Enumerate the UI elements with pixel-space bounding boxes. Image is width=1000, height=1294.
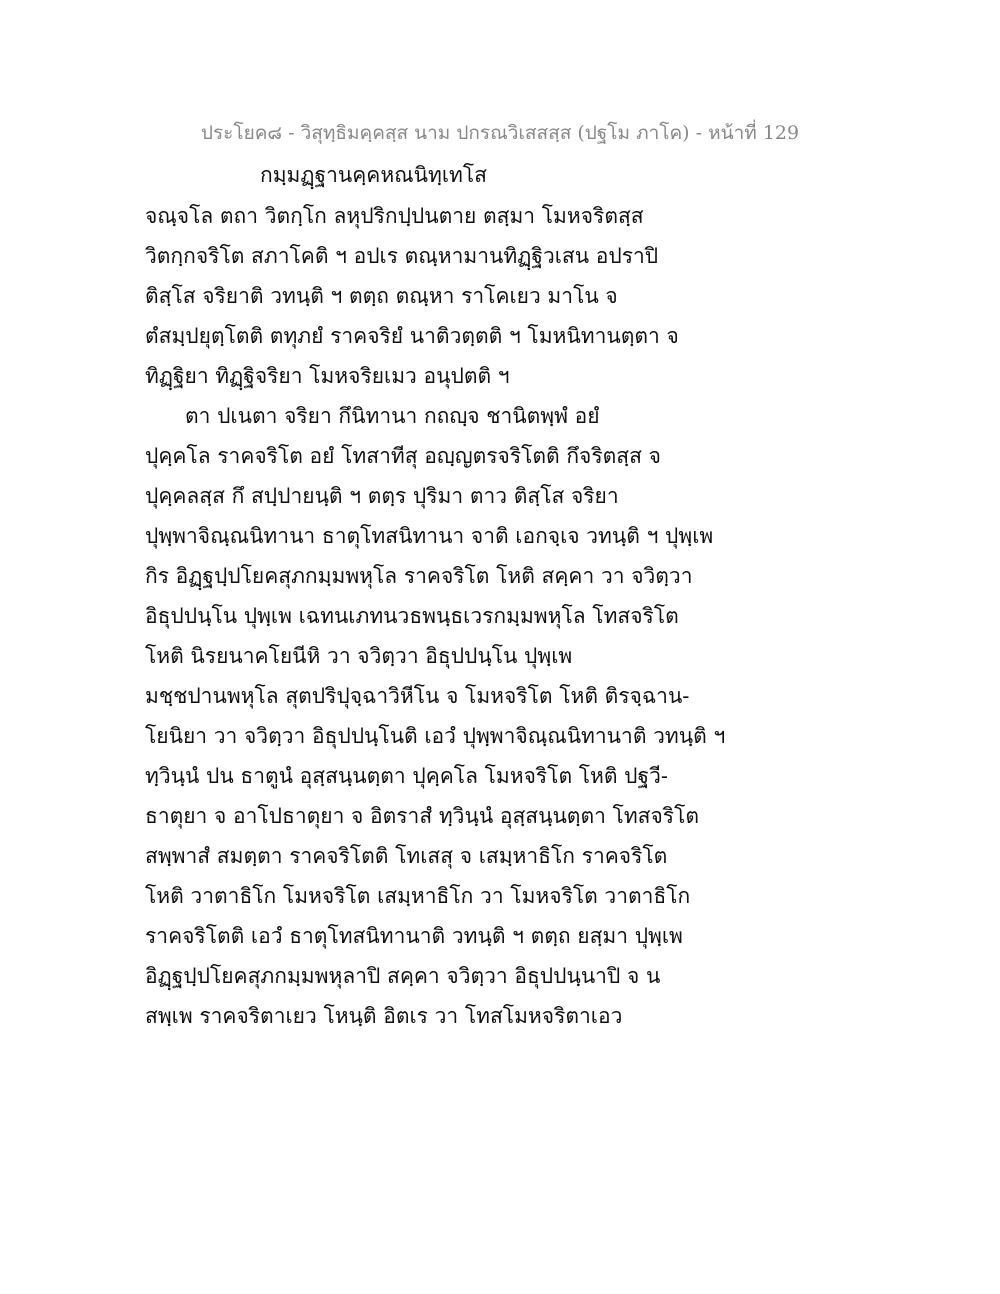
body-text: [145, 196, 745, 1036]
text-line: โหติ วาตาธิโก โมหจริโต เสมฺหาธิโก วา โมหจริโต วาตาธิโก: [145, 884, 691, 908]
text-line: ติสฺโส จริยาติ วทนฺติ ฯ ตตฺถ ตณฺหา ราโคเยว มาโน จ: [145, 284, 618, 308]
paragraph-2: [145, 396, 745, 1036]
text-line: ราคจริโตติ เอวํ ธาตุโทสนิทานาติ วทนฺติ ฯ ตตฺถ ยสฺมา ปุพฺเพ: [145, 924, 683, 948]
text-line: โยนิยา วา จวิตฺวา อิธุปปนฺโนติ เอวํ ปุพฺพาจิณฺณนิทานาติ วทนฺติ ฯ: [145, 724, 726, 748]
text-line: อิธุปปนฺโน ปุพฺเพ เฉทนเภทนวธพนฺธเวรกมฺมพหุโล โทสจริโต: [145, 604, 679, 628]
paragraph-1: [145, 196, 745, 396]
section-title: กมฺมฏฺฐานคฺคหณนิทฺเทโส: [260, 163, 487, 187]
text-line: กิร อิฏฺฐปฺปโยคสุภกมฺมพหุโล ราคจริโต โหติ สคฺคา วา จวิตฺวา: [145, 564, 693, 588]
text-line: ธาตุยา จ อาโปธาตุยา จ อิตราสํ ทฺวินฺนํ อุสฺสนฺนตฺตา โทสจริโต: [145, 804, 699, 828]
text-line: มชฺชปานพหุโล สุตปริปุจฺฉาวิหีโน จ โมหจริโต โหติ ติรจฺฉาน-: [145, 684, 690, 708]
text-line: อิฏฺฐปฺปโยคสุภกมฺมพหุลาปิ สคฺคา จวิตฺวา อิธุปปนฺนาปิ จ น: [145, 964, 661, 988]
text-line: ปุคฺคโล ราคจริโต อยํ โทสาทีสุ อญฺญตรจริโตติ กึจริตสฺส จ: [145, 444, 661, 468]
text-line: จณฺจโล ตถา วิตกฺโก ลหุปริกปฺปนตาย ตสฺมา โมหจริตสฺส: [145, 204, 644, 228]
text-line: ทิฏฺฐิยา ทิฏฺฐิจริยา โมหจริยเมว อนุปตติ ฯ: [145, 364, 510, 388]
text-line: โหติ นิรยนาคโยนีหิ วา จวิตฺวา อิธุปปนฺโน ปุพฺเพ: [145, 644, 573, 668]
page-header: ประโยค๘ - วิสุทฺธิมคฺคสฺส นาม ปกรณวิเสสสฺส (ปฐโม ภาโค) - หน้าที่ 129: [200, 122, 800, 144]
text-line: ทฺวินฺนํ ปน ธาตูนํ อุสฺสนฺนตฺตา ปุคฺคโล โมหจริโต โหติ ปฐวี-: [145, 764, 668, 788]
text-line: วิตกฺกจริโต สภาโคติ ฯ อปเร ตณฺหามานทิฏฺฐิวเสน อปราปิ: [145, 244, 659, 268]
text-line: ปุคฺคลสฺส กึ สปฺปายนฺติ ฯ ตตฺร ปุริมา ตาว ติสฺโส จริยา: [145, 484, 619, 508]
text-line: ปุพฺพาจิณฺณนิทานา ธาตุโทสนิทานา จาติ เอกจฺเจ วทนฺติ ฯ ปุพฺเพ: [145, 524, 714, 548]
text-line: สพฺเพ ราคจริตาเยว โหนฺติ อิตเร วา โทสโมหจริตาเอว: [145, 1004, 623, 1028]
text-line: สพฺพาสํ สมตฺตา ราคจริโตติ โทเสสุ จ เสมฺหาธิโก ราคจริโต: [145, 844, 668, 868]
text-line: ตา ปเนตา จริยา กึนิทานา กถญฺจ ชานิตพฺพํ อยํ: [185, 404, 600, 428]
text-line: ตํสมฺปยุตฺโตติ ตทุภยํ ราคจริยํ นาติวตฺตติ ฯ โมหนิทานตฺตา จ: [145, 324, 679, 348]
